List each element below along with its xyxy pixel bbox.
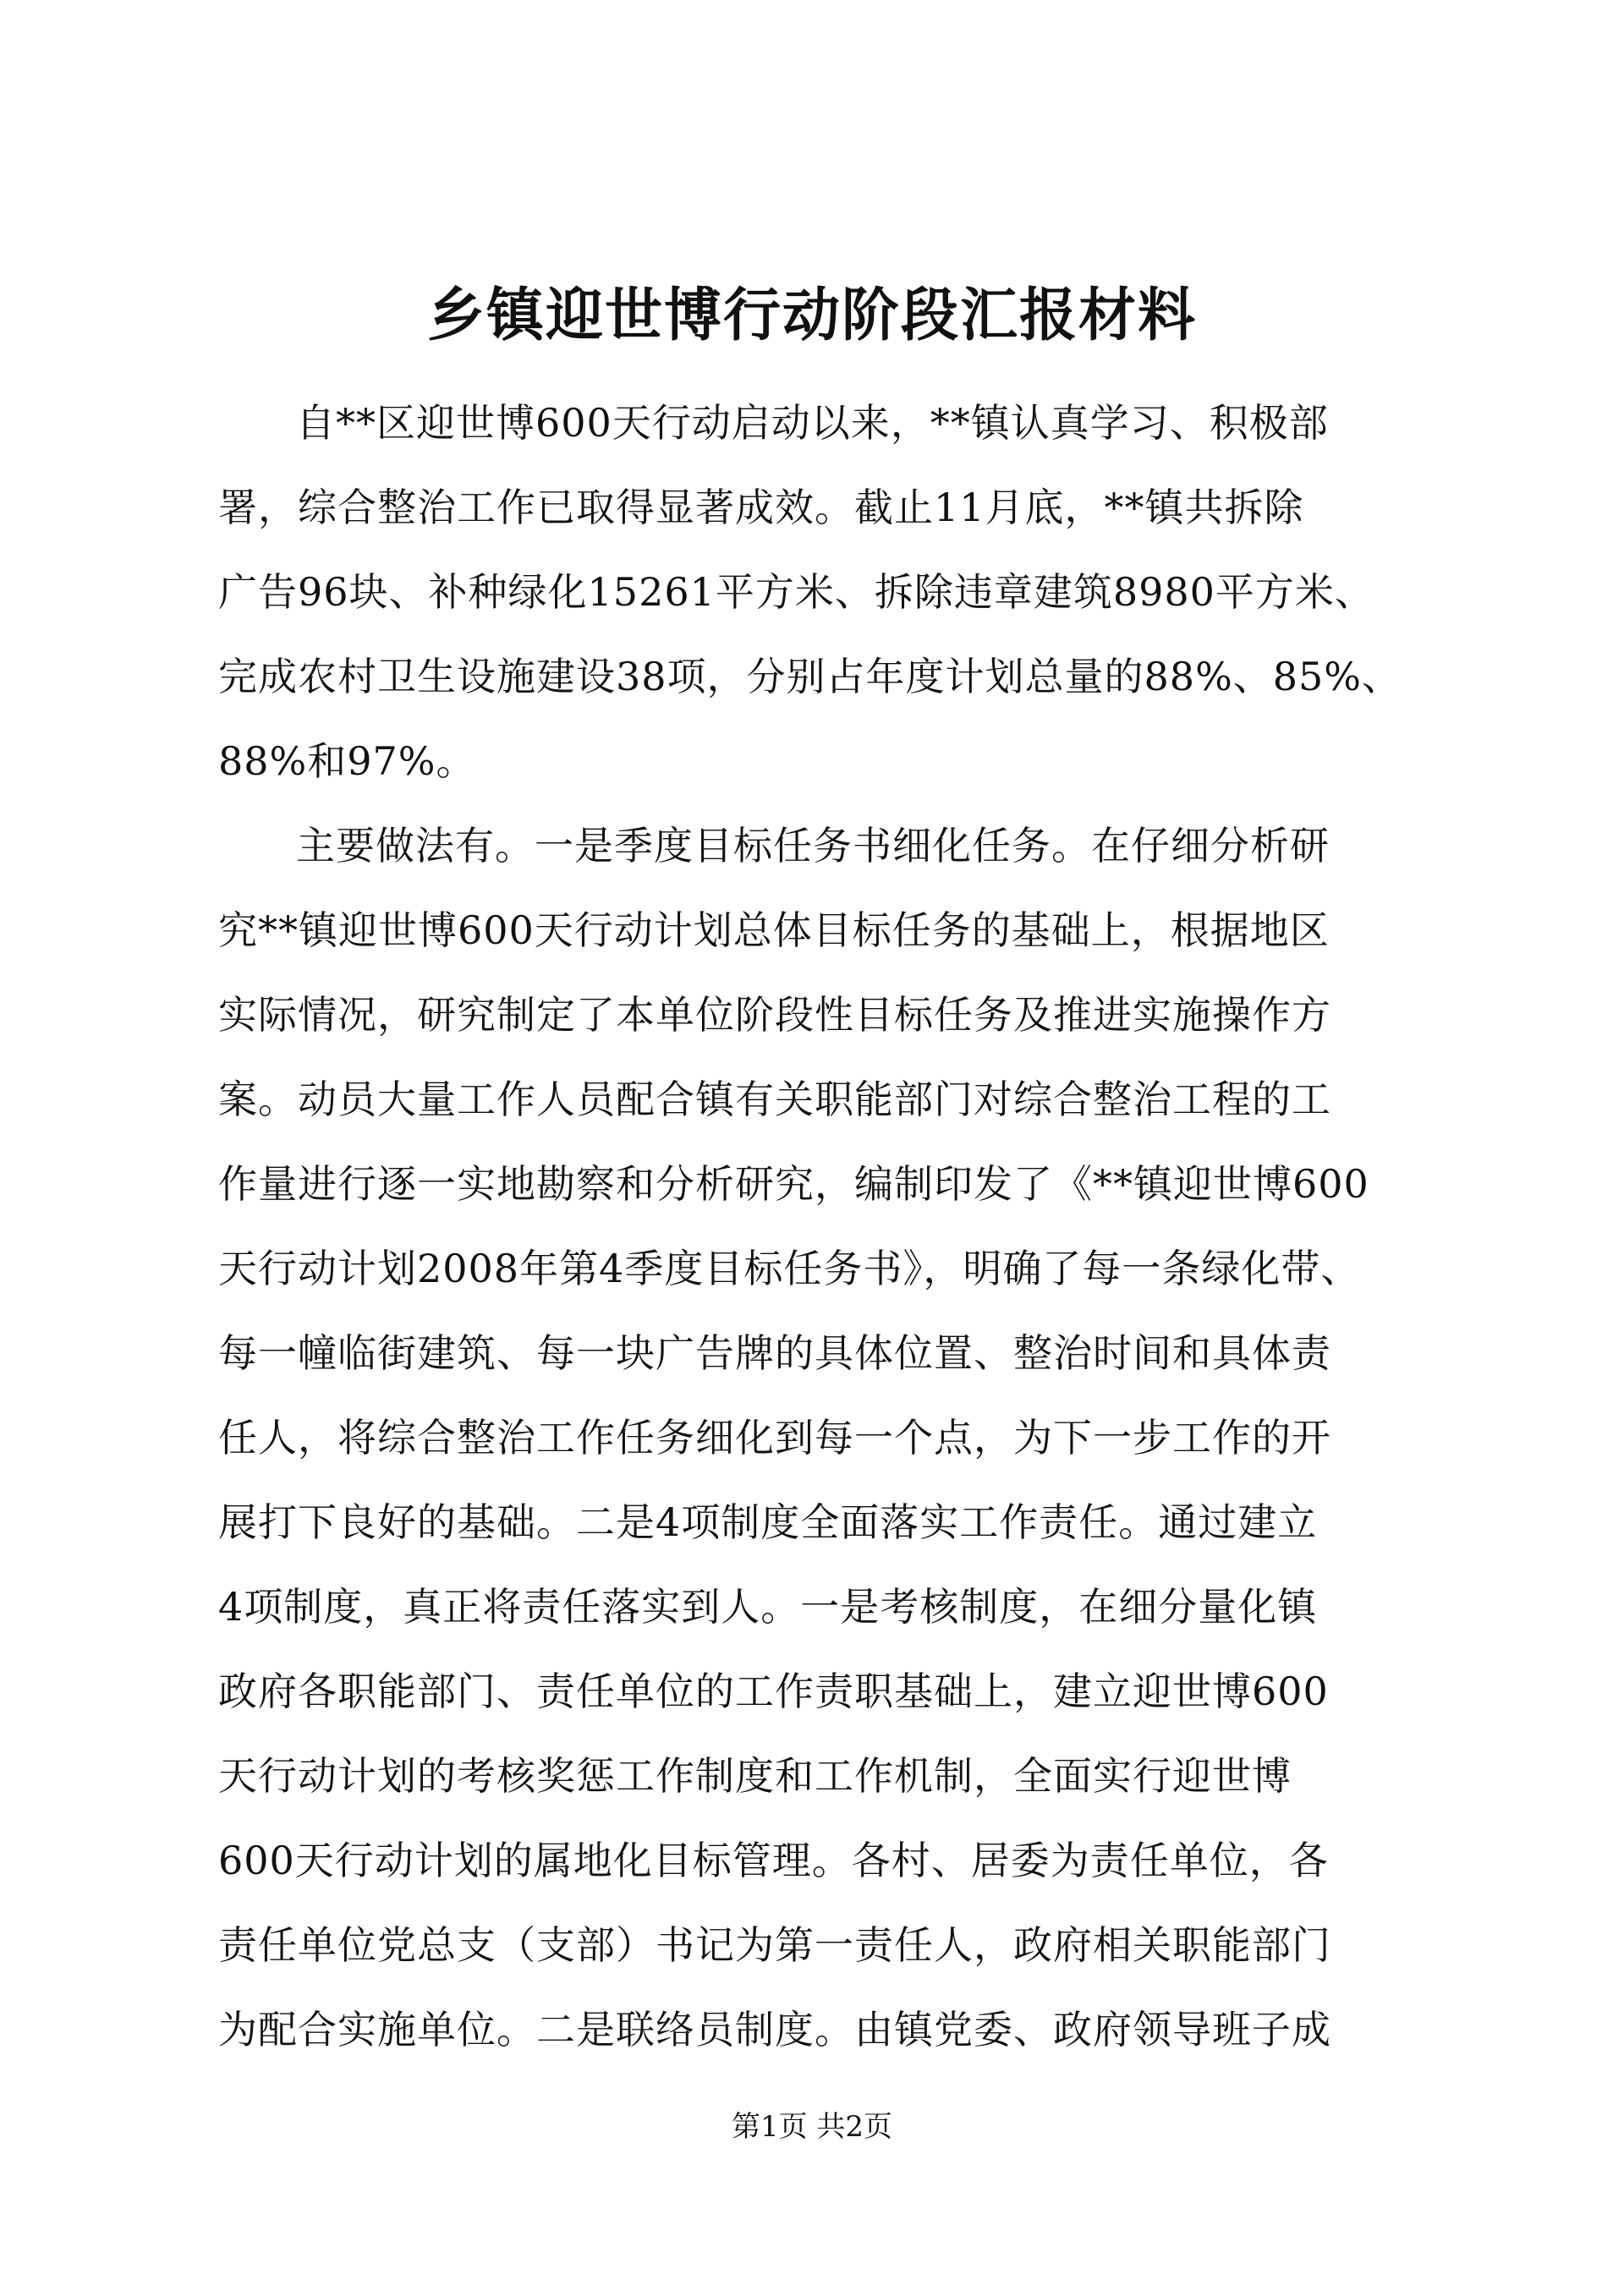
paragraph-line: 案。动员大量工作人员配合镇有关职能部门对综合整治工程的工 — [218, 1077, 1331, 1122]
paragraph-line: 600天行动计划的属地化目标管理。各村、居委为责任单位，各 — [218, 1838, 1329, 1883]
paragraph-line: 责任单位党总支（支部）书记为第一责任人，政府相关职能部门 — [218, 1922, 1331, 1968]
page-number-footer: 第1页 共2页 — [731, 2110, 893, 2144]
paragraph-line: 究**镇迎世博600天行动计划总体目标任务的基础上，根据地区 — [218, 907, 1330, 953]
paragraph-line: 政府各职能部门、责任单位的工作责职基础上，建立迎世博600 — [218, 1669, 1329, 1714]
paragraph-line: 为配合实施单位。二是联络员制度。由镇党委、政府领导班子成 — [218, 2007, 1331, 2052]
paragraph-line: 实际情况，研究制定了本单位阶段性目标任务及推进实施操作方 — [218, 992, 1331, 1038]
paragraph-line: 展打下良好的基础。二是4项制度全面落实工作责任。通过建立 — [218, 1499, 1318, 1545]
paragraph-line: 天行动计划2008年第4季度目标任务书》，明确了每一条绿化带、 — [218, 1246, 1361, 1291]
paragraph-line: 广告96块、补种绿化15261平方米、拆除违章建筑8980平方米、 — [218, 569, 1374, 615]
document-title: 乡镇迎世博行动阶段汇报材料 — [426, 282, 1197, 349]
paragraph-line: 任人，将综合整治工作任务细化到每一个点，为下一步工作的开 — [218, 1415, 1331, 1460]
paragraph-line: 署，综合整治工作已取得显著成效。截止11月底，**镇共拆除 — [218, 485, 1304, 530]
paragraph-line: 完成农村卫生设施建设38项，分别占年度计划总量的88%、85%、 — [218, 654, 1402, 699]
paragraph-line: 天行动计划的考核奖惩工作制度和工作机制，全面实行迎世博 — [218, 1753, 1292, 1799]
document-body — [218, 381, 1436, 2072]
paragraph-line: 每一幢临街建筑、每一块广告牌的具体位置、整治时间和具体责 — [218, 1330, 1331, 1376]
paragraph-line: 作量进行逐一实地勘察和分析研究，编制印发了《**镇迎世博600 — [218, 1161, 1369, 1207]
paragraph-line: 主要做法有。一是季度目标任务书细化任务。在仔细分析研 — [296, 823, 1330, 869]
paragraph-line: 88%和97%。 — [218, 738, 476, 784]
paragraph-line: 自**区迎世博600天行动启动以来，**镇认真学习、积极部 — [296, 400, 1329, 446]
paragraph-line: 4项制度，真正将责任落实到人。一是考核制度，在细分量化镇 — [218, 1584, 1318, 1630]
